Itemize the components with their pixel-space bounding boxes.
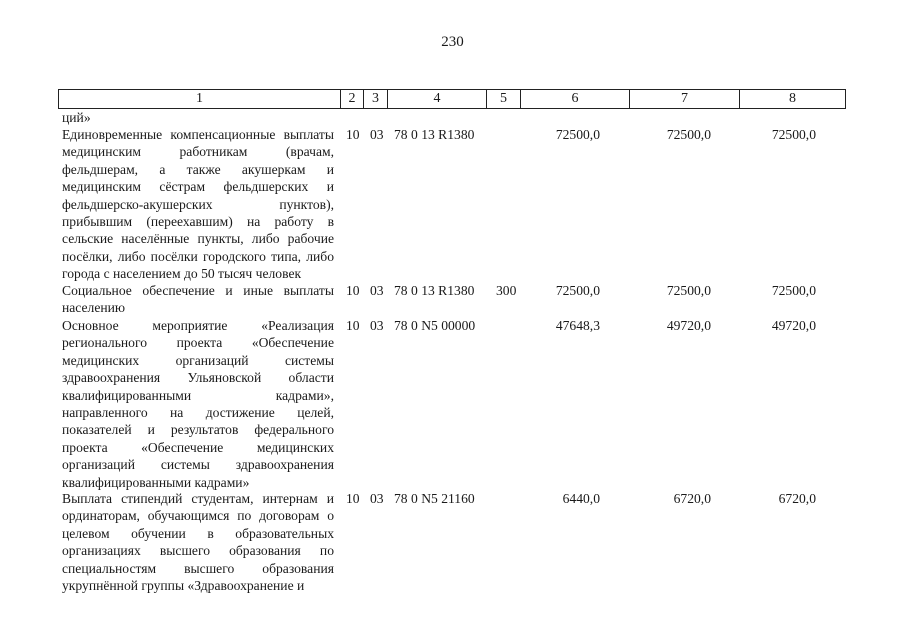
- row-col-7: 6720,0: [673, 491, 711, 506]
- row-col-2: 10: [346, 127, 360, 142]
- row-col-3: 03: [370, 283, 384, 298]
- header-col-5: 5: [487, 90, 521, 108]
- row-col-4: 78 0 13 R1380: [394, 283, 475, 298]
- row-description: Единовременные компенсационные выплаты медицинским работникам (врачам, фельдшерам, а также акушеркам и медицинским сёстрам фельдшерских и фельдшерско-акушерских пунктов), прибывшим (переехавшим) на работу в сельские населённые пункты, либо рабочие посёлки, либо посёлки городского типа, либо города с населением до 50 тысяч человек: [62, 127, 334, 282]
- row-col-5: 300: [496, 283, 517, 298]
- row-col-6: 47648,3: [555, 318, 600, 333]
- row-col-2: 10: [346, 318, 360, 333]
- page-number: 230: [441, 34, 464, 50]
- row-col-3: 03: [370, 318, 384, 333]
- row-description: Основное мероприятие «Реализация регионального проекта «Обеспечение медицинских организаций системы здравоохранения Ульяновской области квалифицированными кадрами», направленного на достижение целей, показателей и результатов федерального проекта «Обеспечение медицинских организаций системы здравоохранения квалифицированными кадрами»: [62, 318, 334, 490]
- row-col-7: 72500,0: [666, 127, 711, 142]
- row-description: ций»: [62, 110, 91, 125]
- row-col-8: 49720,0: [771, 318, 816, 333]
- row-col-4: 78 0 N5 00000: [394, 318, 476, 333]
- row-col-8: 72500,0: [771, 127, 816, 142]
- header-col-7: 7: [630, 90, 740, 108]
- header-col-3: 3: [364, 90, 388, 108]
- header-col-1: 1: [59, 90, 341, 108]
- row-col-4: 78 0 N5 21160: [394, 491, 475, 506]
- row-col-7: 49720,0: [666, 318, 711, 333]
- row-col-3: 03: [370, 127, 384, 142]
- header-col-6: 6: [521, 90, 630, 108]
- row-col-2: 10: [346, 491, 360, 506]
- row-col-6: 6440,0: [562, 491, 600, 506]
- row-col-3: 03: [370, 491, 384, 506]
- table-header-row: [58, 89, 846, 109]
- row-description: Социальное обеспечение и иные выплаты населению: [62, 283, 334, 316]
- row-col-8: 72500,0: [771, 283, 816, 298]
- row-col-8: 6720,0: [778, 491, 816, 506]
- row-col-7: 72500,0: [666, 283, 711, 298]
- row-col-6: 72500,0: [555, 283, 600, 298]
- header-col-2: 2: [341, 90, 364, 108]
- header-col-4: 4: [388, 90, 487, 108]
- row-description: Выплата стипендий студентам, интернам и ординаторам, обучающимся по договорам о целевом обучении в образовательных организациях высшего образования по специальностям высшего образования укрупнённой группы «Здравоохранение и: [62, 491, 334, 594]
- row-col-6: 72500,0: [555, 127, 600, 142]
- row-col-4: 78 0 13 R1380: [394, 127, 475, 142]
- header-col-8: 8: [789, 91, 796, 106]
- row-col-2: 10: [346, 283, 360, 298]
